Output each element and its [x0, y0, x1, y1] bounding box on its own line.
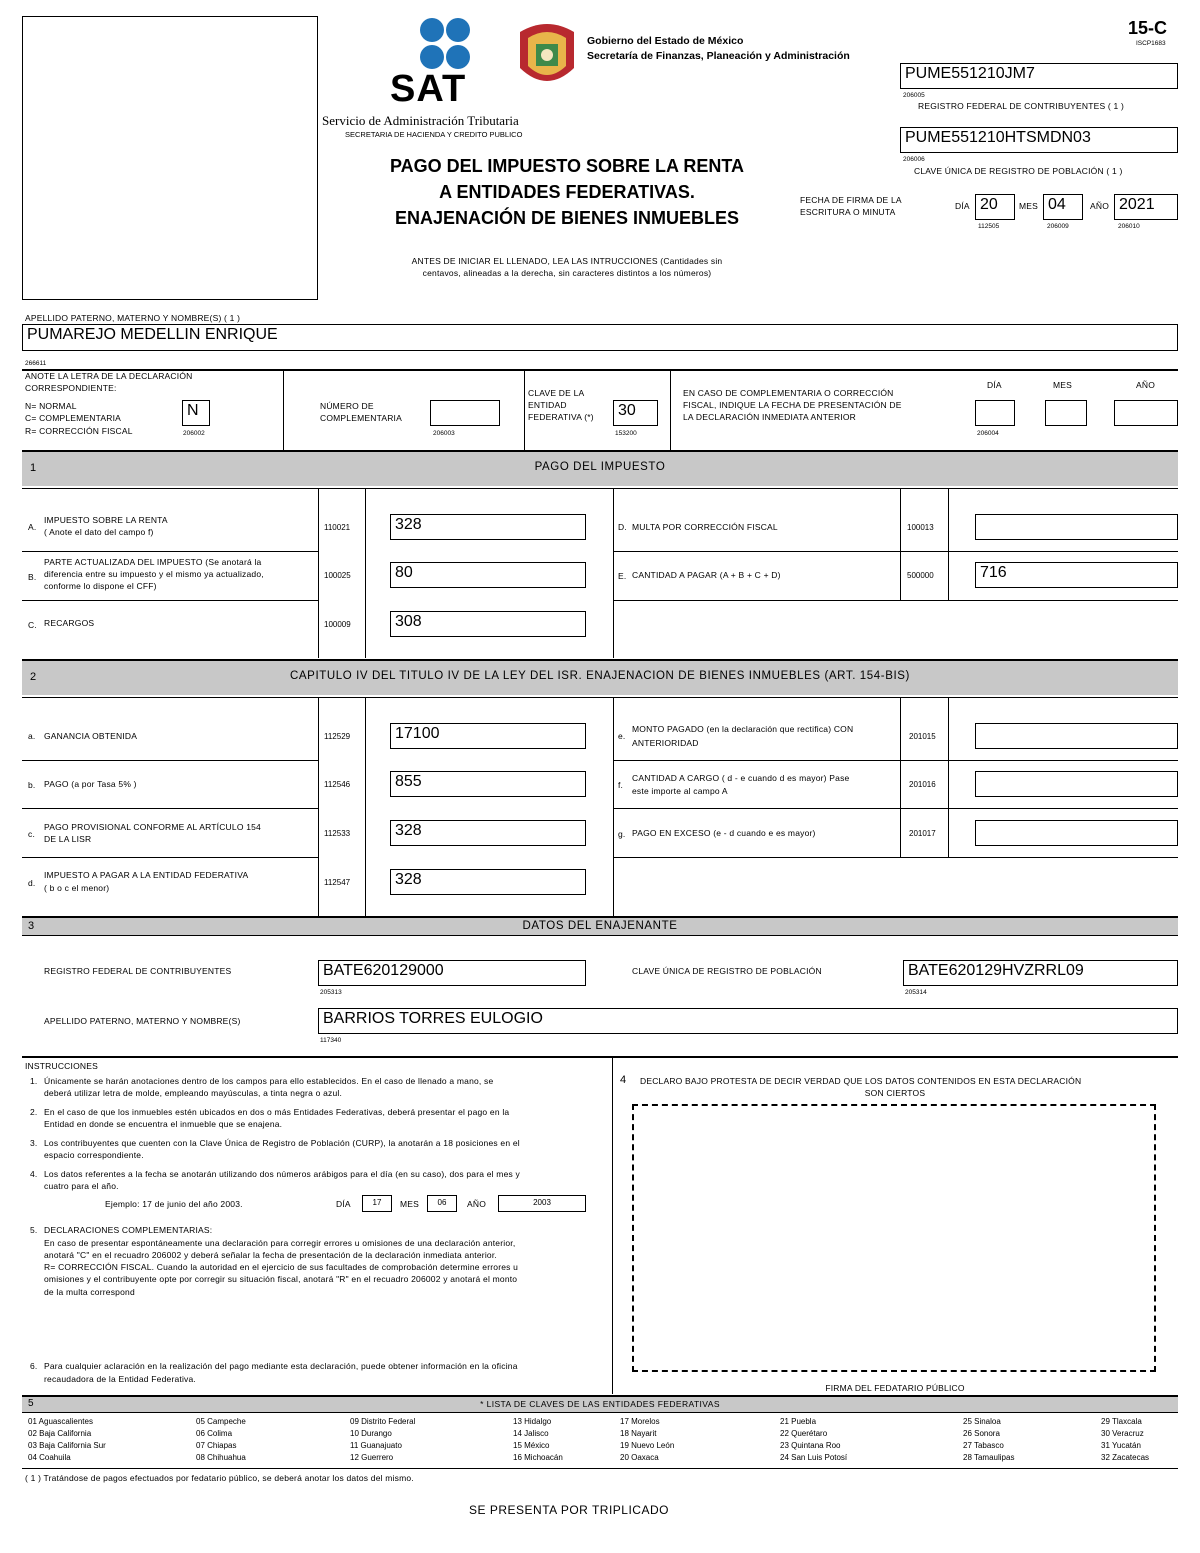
prev-label2: FISCAL, INDIQUE LA FECHA DE PRESENTACIÓN DE — [683, 400, 902, 410]
entidad-item: 31 Yucatán — [1101, 1441, 1141, 1450]
s1-d-label: MULTA POR CORRECCIÓN FISCAL — [632, 522, 778, 532]
entidad-item: 25 Sinaloa — [963, 1417, 1001, 1426]
s2-a-letter: a. — [28, 731, 36, 741]
s2-c-label1: PAGO PROVISIONAL CONFORME AL ARTÍCULO 154 — [44, 822, 261, 832]
entidad-item: 21 Puebla — [780, 1417, 817, 1426]
prev-mes-field[interactable] — [1045, 400, 1087, 426]
s1-c-code: 100009 — [324, 620, 351, 629]
s2-b-letter: b. — [28, 780, 36, 790]
entidad-item: 08 Chihuahua — [196, 1453, 246, 1462]
s1-a-label2: ( Anote el dato del campo f) — [44, 527, 154, 537]
instr-title: INSTRUCCIONES — [25, 1061, 98, 1071]
instr-2-l2: Entidad en donde se encuentra el inmueble que se enajena. — [44, 1119, 283, 1129]
curp-label: CLAVE ÚNICA DE REGISTRO DE POBLACIÓN ( 1 ) — [914, 166, 1123, 176]
rfc-code: 206005 — [903, 92, 925, 99]
section2-header — [22, 659, 1178, 695]
s3-name-field[interactable]: BARRIOS TORRES EULOGIO — [318, 1008, 1178, 1034]
form-code: ISCP1683 — [1136, 40, 1166, 47]
section5-title: * LISTA DE CLAVES DE LAS ENTIDADES FEDERATIVAS — [480, 1399, 720, 1409]
decl-type-code: 206002 — [183, 430, 205, 437]
entidad-item: 01 Aguascalientes — [28, 1417, 93, 1426]
s1-b-field[interactable]: 80 — [390, 562, 586, 588]
instr-5-l5: de la multa correspond — [44, 1287, 135, 1297]
decl-opt-r: R= CORRECCIÓN FISCAL — [25, 426, 133, 436]
title-line1: PAGO DEL IMPUESTO SOBRE LA RENTA — [389, 156, 745, 176]
s3-name-code: 117340 — [320, 1037, 342, 1044]
s1-d-code: 100013 — [907, 523, 934, 532]
prev-anio-label: AÑO — [1136, 380, 1156, 390]
decl-line1: DECLARO BAJO PROTESTA DE DECIR VERDAD QUE LOS DATOS CONTENIDOS EN ESTA DECLARACIÓN — [640, 1076, 1082, 1086]
instr-5-l3: R= CORRECCIÓN FISCAL. Cuando la autoridad en el ejercicio de sus facultades de comprobación determine errores u — [44, 1262, 519, 1272]
entidad-item: 11 Guanajuato — [350, 1441, 402, 1450]
footer-text: SE PRESENTA POR TRIPLICADO — [469, 1503, 669, 1517]
instr-4-n: 4. — [30, 1169, 38, 1179]
s2-g-letter: g. — [618, 829, 626, 839]
rfc-field[interactable]: PUME551210JM7 — [900, 63, 1178, 89]
instr-6-l2: recaudadora de la Entidad Federativa. — [44, 1374, 196, 1384]
nombre-label: APELLIDO PATERNO, MATERNO Y NOMBRE(S) ( 1 ) — [25, 313, 241, 323]
entidad-item: 10 Durango — [350, 1429, 392, 1438]
instr-1-n: 1. — [30, 1076, 38, 1086]
s1-a-field[interactable]: 328 — [390, 514, 586, 540]
s2-c-code: 112533 — [324, 829, 351, 838]
section3-title: DATOS DEL ENAJENANTE — [522, 920, 678, 932]
instructions-note-2: centavos, alineadas a la derecha, sin caracteres distintos a los números) — [422, 268, 712, 278]
ent-label2: ENTIDAD — [528, 400, 567, 410]
s1-a-letter: A. — [28, 522, 37, 532]
entidad-item: 09 Distrito Federal — [350, 1417, 416, 1426]
s2-e-letter: e. — [618, 731, 626, 741]
instr-5-title: DECLARACIONES COMPLEMENTARIAS: — [44, 1225, 213, 1235]
s1-c-field[interactable]: 308 — [390, 611, 586, 637]
instr-3-n: 3. — [30, 1138, 38, 1148]
example-mes-box: 06 — [427, 1195, 457, 1212]
curp-field[interactable]: PUME551210HTSMDN03 — [900, 127, 1178, 153]
s2-d-label2: ( b o c el menor) — [44, 883, 110, 893]
s2-d-code: 112547 — [324, 878, 351, 887]
s2-e-code: 201015 — [909, 732, 936, 741]
entidad-item: 24 San Luis Potosí — [780, 1453, 848, 1462]
prev-label1: EN CASO DE COMPLEMENTARIA O CORRECCIÓN — [683, 388, 894, 398]
s2-f-code: 201016 — [909, 780, 936, 789]
form-number: 15-C — [1128, 18, 1168, 38]
prev-label3: LA DECLARACIÓN INMEDIATA ANTERIOR — [683, 412, 857, 422]
curp-code: 206006 — [903, 156, 925, 163]
section5-number: 5 — [28, 1398, 34, 1409]
prev-mes-label: MES — [1053, 380, 1073, 390]
prev-dia-label: DÍA — [987, 380, 1002, 390]
s1-d-field[interactable] — [975, 514, 1178, 540]
s3-rfc-code: 205313 — [320, 989, 342, 996]
ent-label1: CLAVE DE LA — [528, 388, 585, 398]
entidad-item: 32 Zacatecas — [1101, 1453, 1150, 1462]
s2-a-field[interactable]: 17100 — [390, 723, 586, 749]
entidad-item: 15 México — [513, 1441, 550, 1450]
s2-f-label1: CANTIDAD A CARGO ( d - e cuando d es mayor) Pase — [632, 773, 850, 783]
example-dia-box: 17 — [362, 1195, 392, 1212]
entidad-item: 14 Jalisco — [513, 1429, 549, 1438]
s2-b-label: PAGO (a por Tasa 5% ) — [44, 779, 137, 789]
s1-e-code: 500000 — [907, 571, 934, 580]
s3-curp-label: CLAVE ÚNICA DE REGISTRO DE POBLACIÓN — [632, 966, 822, 976]
example-anio-label: AÑO — [467, 1199, 487, 1209]
s2-b-code: 112546 — [324, 780, 351, 789]
footnote: ( 1 ) Tratándose de pagos efectuados por fedatario público, se deberá anotar los datos del mismo. — [25, 1473, 414, 1483]
signature-label: FIRMA DEL FEDATARIO PÚBLICO — [825, 1383, 965, 1393]
rfc-label: REGISTRO FEDERAL DE CONTRIBUYENTES ( 1 ) — [918, 101, 1125, 111]
sat-logo-text: SAT — [390, 68, 467, 110]
example-dia-label: DÍA — [336, 1199, 351, 1209]
ent-code: 153200 — [615, 430, 637, 437]
instr-2-n: 2. — [30, 1107, 38, 1117]
ent-label3: FEDERATIVA (*) — [528, 412, 594, 422]
nombre-field[interactable]: PUMAREJO MEDELLIN ENRIQUE — [22, 324, 1178, 351]
nombre-code: 266611 — [25, 360, 47, 367]
title-line2: A ENTIDADES FEDERATIVAS. — [439, 182, 695, 202]
entidad-item: 18 Nayarit — [620, 1429, 657, 1438]
s2-g-code: 201017 — [909, 829, 936, 838]
title-line3: ENAJENACIÓN DE BIENES INMUEBLES — [394, 208, 740, 228]
s2-f-field[interactable] — [975, 771, 1178, 797]
sat-name: Servicio de Administración Tributaria — [322, 113, 519, 128]
fecha-label2: ESCRITURA O MINUTA — [800, 207, 896, 217]
s1-a-code: 110021 — [324, 523, 351, 532]
section2-title: CAPITULO IV DEL TITULO IV DE LA LEY DEL ISR. ENAJENACION DE BIENES INMUEBLES (ART. 154-BIS) — [290, 670, 910, 682]
fecha-dia-code: 112505 — [978, 223, 1000, 230]
s2-d-label1: IMPUESTO A PAGAR A LA ENTIDAD FEDERATIVA — [44, 870, 249, 880]
entidad-item: 06 Colima — [196, 1429, 233, 1438]
fecha-anio-code: 206010 — [1118, 223, 1140, 230]
section5-header — [22, 1395, 1178, 1413]
fecha-mes-code: 206009 — [1047, 223, 1069, 230]
fecha-dia-label: DÍA — [955, 201, 970, 211]
s1-b-label3: conforme lo dispone el CFF) — [44, 581, 157, 591]
entidad-item: 27 Tabasco — [963, 1441, 1004, 1450]
section1-title: PAGO DEL IMPUESTO — [534, 461, 666, 473]
signature-box[interactable] — [632, 1104, 1156, 1372]
prev-code: 206004 — [977, 430, 999, 437]
fecha-dia-field[interactable]: 20 — [975, 194, 1015, 220]
entidad-item: 29 Tlaxcala — [1101, 1417, 1142, 1426]
entidad-item: 02 Baja California — [28, 1429, 92, 1438]
comp-label1: NÚMERO DE — [320, 401, 374, 411]
s3-curp-code: 205314 — [905, 989, 927, 996]
instr-5-l4: omisiones y el contribuyente opte por corregir su situación fiscal, anotará "R" en el recuadro 206002 y anotará el monto — [44, 1274, 518, 1284]
s1-c-label: RECARGOS — [44, 618, 95, 628]
instr-6-n: 6. — [30, 1361, 38, 1371]
s2-c-label2: DE LA LISR — [44, 834, 92, 844]
gov-line2: Secretaría de Finanzas, Planeación y Administración — [587, 50, 850, 62]
decl-number: 4 — [620, 1074, 627, 1086]
s1-b-label1: PARTE ACTUALIZADA DEL IMPUESTO (Se anotará la — [44, 557, 262, 567]
comp-label2: COMPLEMENTARIA — [320, 413, 402, 423]
instr-5-l1: En caso de presentar espontáneamente una declaración para corregir errores u omisiones de una declaración anterior, — [44, 1238, 516, 1248]
entidad-item: 20 Oaxaca — [620, 1453, 659, 1462]
instr-5-l2: anotará "C" en el recuadro 206002 y deberá señalar la fecha de presentación de la declaración inmediata anterior. — [44, 1250, 497, 1260]
ent-field[interactable]: 30 — [613, 400, 658, 426]
example-label: Ejemplo: 17 de junio del año 2003. — [105, 1199, 243, 1209]
instr-3-l2: espacio correspondiente. — [44, 1150, 144, 1160]
comp-code: 206003 — [433, 430, 455, 437]
s1-e-field[interactable]: 716 — [975, 562, 1178, 588]
entidad-item: 12 Guerrero — [350, 1453, 394, 1462]
s2-a-code: 112529 — [324, 732, 351, 741]
s2-g-field[interactable] — [975, 820, 1178, 846]
s2-d-letter: d. — [28, 878, 36, 888]
s3-curp-field[interactable]: BATE620129HVZRRL09 — [903, 960, 1178, 986]
fecha-mes-field[interactable]: 04 — [1043, 194, 1083, 220]
section1-number: 1 — [30, 462, 37, 474]
entidad-item: 28 Tamaulipas — [963, 1453, 1015, 1462]
s2-e-label1: MONTO PAGADO (en la declaración que rectifica) CON — [632, 724, 854, 734]
s2-c-letter: c. — [28, 829, 36, 839]
prev-dia-field[interactable] — [975, 400, 1015, 426]
s3-rfc-field[interactable]: BATE620129000 — [318, 960, 586, 986]
entidad-item: 17 Morelos — [620, 1417, 660, 1426]
s2-b-field[interactable]: 855 — [390, 771, 586, 797]
instr-5-n: 5. — [30, 1225, 38, 1235]
entidad-item: 03 Baja California Sur — [28, 1441, 106, 1450]
s3-rfc-label: REGISTRO FEDERAL DE CONTRIBUYENTES — [44, 966, 232, 976]
decl-opt-c: C= COMPLEMENTARIA — [25, 413, 122, 423]
entidad-item: 26 Sonora — [963, 1429, 1000, 1438]
s2-c-field[interactable]: 328 — [390, 820, 586, 846]
example-mes-label: MES — [400, 1199, 420, 1209]
s2-a-label: GANANCIA OBTENIDA — [44, 731, 138, 741]
s1-e-label: CANTIDAD A PAGAR (A + B + C + D) — [632, 570, 781, 580]
s1-d-letter: D. — [618, 522, 627, 532]
entidad-item: 04 Coahuila — [28, 1453, 71, 1462]
section3-number: 3 — [28, 920, 35, 932]
fecha-anio-field[interactable]: 2021 — [1114, 194, 1178, 220]
section3-header — [22, 916, 1178, 936]
entidad-item: 22 Querétaro — [780, 1429, 828, 1438]
instr-6-l1: Para cualquier aclaración en la realización del pago mediante esta declaración, puede obtener información en la oficina — [44, 1361, 518, 1371]
entidad-item: 19 Nuevo León — [620, 1441, 675, 1450]
section1-header — [22, 450, 1178, 486]
instr-2-l1: En el caso de que los inmuebles estén ubicados en dos o más Entidades Federativas, deberá presentar el pago en la — [44, 1107, 510, 1117]
s2-e-label2: ANTERIORIDAD — [632, 738, 699, 748]
entidad-item: 30 Veracruz — [1101, 1429, 1144, 1438]
example-anio-box: 2003 — [498, 1195, 586, 1212]
gov-line1: Gobierno del Estado de México — [587, 35, 744, 47]
s2-f-letter: f. — [618, 780, 624, 790]
s2-d-field[interactable]: 328 — [390, 869, 586, 895]
entidad-item: 23 Quintana Roo — [780, 1441, 841, 1450]
instr-4-l2: cuatro para el año. — [44, 1181, 119, 1191]
s1-e-letter: E. — [618, 571, 627, 581]
edomex-seal — [514, 20, 580, 94]
comp-field[interactable] — [430, 400, 500, 426]
s1-b-code: 100025 — [324, 571, 351, 580]
s2-e-field[interactable] — [975, 723, 1178, 749]
sat-sub: SECRETARIA DE HACIENDA Y CREDITO PUBLICO — [345, 130, 523, 139]
decl-label1: ANOTE LA LETRA DE LA DECLARACIÓN — [25, 371, 193, 381]
instr-1-l2: deberá utilizar letra de molde, empleando mayúsculas, a tinta negra o azul. — [44, 1088, 343, 1098]
decl-type-field[interactable]: N — [182, 400, 210, 426]
entidad-item: 05 Campeche — [196, 1417, 246, 1426]
decl-label2: CORRESPONDIENTE: — [25, 383, 117, 393]
instructions-note-1: ANTES DE INICIAR EL LLENADO, LEA LAS INTRUCCIONES (Cantidades sin — [411, 256, 723, 266]
decl-opt-n: N= NORMAL — [25, 401, 77, 411]
photo-box — [22, 16, 318, 300]
s1-c-letter: C. — [28, 620, 37, 630]
s1-b-letter: B. — [28, 572, 37, 582]
instr-1-l1: Únicamente se harán anotaciones dentro de los campos para ello establecidos. En el caso de llenado a mano, se — [44, 1076, 494, 1086]
fecha-anio-label: AÑO — [1090, 201, 1110, 211]
s2-g-label: PAGO EN EXCESO (e - d cuando e es mayor) — [632, 828, 816, 838]
s2-f-label2: este importe al campo A — [632, 786, 728, 796]
entidad-item: 13 Hidalgo — [513, 1417, 552, 1426]
instr-4-l1: Los datos referentes a la fecha se anotarán utilizando dos números arábigos para el día (en su caso), dos para el mes y — [44, 1169, 520, 1179]
instr-3-l1: Los contribuyentes que cuenten con la Clave Única de Registro de Población (CURP), la anotarán a 18 posiciones en el — [44, 1138, 520, 1148]
decl-line2: SON CIERTOS — [864, 1088, 926, 1098]
entidad-item: 16 Michoacán — [513, 1453, 563, 1462]
s1-b-label2: diferencia entre su impuesto y el mismo ya actualizado, — [44, 569, 264, 579]
prev-anio-field[interactable] — [1114, 400, 1178, 426]
s3-name-label: APELLIDO PATERNO, MATERNO Y NOMBRE(S) — [44, 1016, 241, 1026]
s1-a-label1: IMPUESTO SOBRE LA RENTA — [44, 515, 168, 525]
fecha-label1: FECHA DE FIRMA DE LA — [800, 195, 902, 205]
entidad-item: 07 Chiapas — [196, 1441, 237, 1450]
section2-number: 2 — [30, 671, 37, 683]
fecha-mes-label: MES — [1019, 201, 1039, 211]
